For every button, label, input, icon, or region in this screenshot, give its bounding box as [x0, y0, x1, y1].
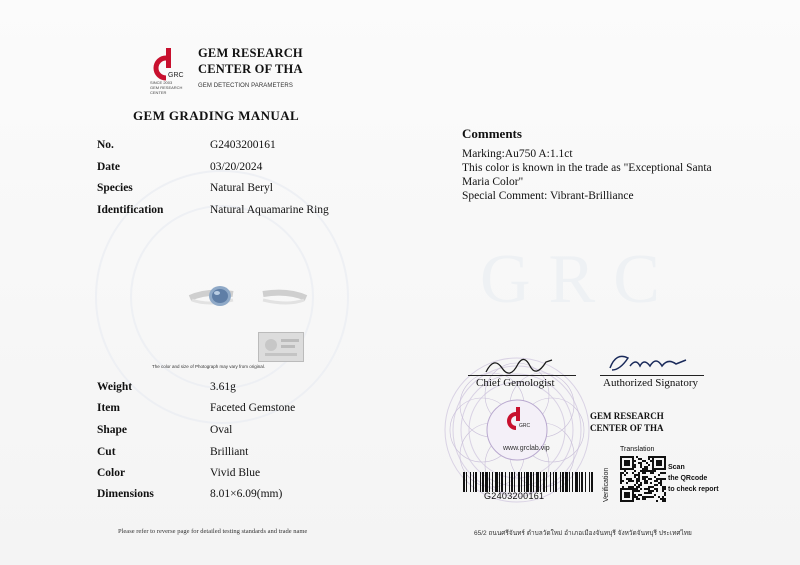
certificate-thumbnail: [258, 332, 304, 362]
label-dimensions: Dimensions: [97, 488, 154, 500]
qr-verification-label: Verification: [603, 467, 610, 502]
label-weight: Weight: [97, 381, 133, 393]
seal-organization: [590, 410, 664, 434]
photo-caption: The color and size of Photograph may vary from original.: [152, 364, 266, 369]
label-item: Item: [97, 402, 120, 414]
label-species: Species: [97, 182, 133, 194]
comment-line-1: Marking:Au750 A:1.1ct: [462, 148, 573, 160]
value-color: Vivid Blue: [210, 467, 261, 479]
logo-text: GRC: [168, 72, 184, 79]
org-line1: GEM RESEARCH: [198, 46, 303, 60]
seal-org-line1: GEM RESEARCH: [590, 411, 664, 421]
value-item: Faceted Gemstone: [210, 402, 296, 414]
barcode: [463, 472, 595, 492]
value-species: Natural Beryl: [210, 182, 273, 194]
qr-note-line3: to check report: [668, 486, 719, 493]
chief-signature-line: [468, 375, 576, 376]
value-no: G2403200161: [210, 139, 276, 151]
logo-sub-line1: SINCE 2003: [150, 80, 173, 85]
value-date: 03/20/2024: [210, 161, 263, 173]
authorized-signatory-signature: [606, 348, 688, 378]
comment-line-3: Maria Color": [462, 176, 524, 188]
seal-org-line2: CENTER OF THA: [590, 423, 664, 433]
organization-name: [198, 45, 303, 77]
value-identification: Natural Aquamarine Ring: [210, 204, 329, 216]
ring-photo: [188, 276, 308, 316]
value-shape: Oval: [210, 424, 233, 436]
svg-text:GRC: GRC: [519, 423, 531, 429]
logo-sub-line2: GEM RESEARCH CENTER: [150, 85, 183, 95]
qr-translation-label: Translation: [620, 446, 655, 453]
label-no: No.: [97, 139, 114, 151]
value-cut: Brilliant: [210, 446, 249, 458]
qr-code[interactable]: [620, 456, 666, 502]
chief-gemologist-label: Chief Gemologist: [476, 377, 555, 389]
qr-note-line1: Scan: [668, 464, 685, 471]
authorized-signature-line: [600, 375, 704, 376]
barcode-number: G2403200161: [484, 491, 545, 501]
comment-line-2: This color is known in the trade as "Exceptional Santa: [462, 162, 712, 174]
comments-title: Comments: [462, 126, 522, 141]
watermark-text: GRC: [480, 241, 678, 318]
authorized-signatory-label: Authorized Signatory: [603, 377, 699, 389]
label-date: Date: [97, 161, 120, 173]
seal-url: www.grclab.vip: [503, 445, 550, 452]
logo-subtitle: [150, 80, 190, 95]
value-weight: 3.61g: [210, 381, 236, 393]
value-dimensions: 8.01×6.09(mm): [210, 488, 283, 500]
qr-scan-note: [668, 462, 719, 495]
org-line2: CENTER OF THA: [198, 62, 303, 76]
label-shape: Shape: [97, 424, 128, 436]
label-color: Color: [97, 467, 126, 479]
document-title: GEM GRADING MANUAL: [133, 108, 300, 123]
label-identification: Identification: [97, 204, 164, 216]
qr-note-line2: the QRcode: [668, 475, 708, 482]
label-cut: Cut: [97, 446, 116, 458]
chief-gemologist-signature: [484, 350, 554, 378]
footer-note: Please refer to reverse page for detailed testing standards and trade name: [118, 528, 308, 535]
comment-line-4: Special Comment: Vibrant-Brilliance: [462, 190, 634, 202]
org-subtitle: GEM DETECTION PARAMETERS: [198, 83, 293, 89]
footer-address: 65/2 ถนนศรีจันทร์ ตำบลวัดใหม่ อำเภอเมืองจันทบุรี จังหวัดจันทบุรี ประเทศไทย: [474, 530, 692, 537]
